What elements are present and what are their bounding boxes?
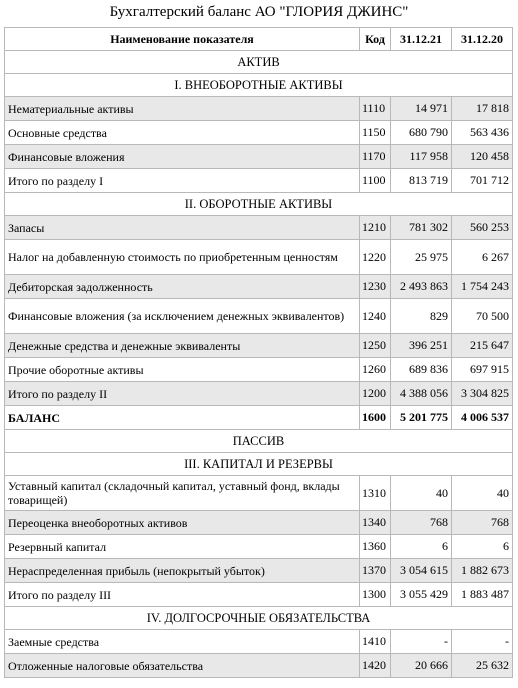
table-row (5, 121, 513, 145)
row-value-2020: 25 632 (452, 654, 513, 678)
row-value-2020: 1 882 673 (452, 559, 513, 583)
table-row (5, 240, 513, 275)
row-value-2021: 3 055 429 (391, 583, 452, 607)
row-code: 1200 (360, 382, 391, 406)
table-row (5, 382, 513, 406)
row-value-2020: 1 754 243 (452, 275, 513, 299)
row-name: Запасы (5, 216, 360, 240)
table-row (5, 334, 513, 358)
row-value-2020: 6 (452, 535, 513, 559)
row-name: Итого по разделу I (5, 169, 360, 193)
row-code: 1100 (360, 169, 391, 193)
row-code: 1360 (360, 535, 391, 559)
row-code: 1210 (360, 216, 391, 240)
row-name: Нераспределенная прибыль (непокрытый убыток) (5, 559, 360, 583)
row-value-2020: 70 500 (452, 299, 513, 334)
row-value-2020: 768 (452, 511, 513, 535)
row-name: Дебиторская задолженность (5, 275, 360, 299)
row-code: 1260 (360, 358, 391, 382)
table-row-total (5, 406, 513, 430)
table-row (5, 358, 513, 382)
row-value-2021: 768 (391, 511, 452, 535)
row-value-2020: 1 883 487 (452, 583, 513, 607)
row-value-2021: 3 054 615 (391, 559, 452, 583)
row-name: Итого по разделу III (5, 583, 360, 607)
row-name: Итого по разделу II (5, 382, 360, 406)
row-value-2020: 3 304 825 (452, 382, 513, 406)
row-code: 1110 (360, 97, 391, 121)
row-value-2021: 829 (391, 299, 452, 334)
row-value-2021: 40 (391, 476, 452, 511)
row-name: Финансовые вложения (5, 145, 360, 169)
row-name: Нематериальные активы (5, 97, 360, 121)
row-value-2021: 117 958 (391, 145, 452, 169)
row-name: Основные средства (5, 121, 360, 145)
row-value-2021: 25 975 (391, 240, 452, 275)
row-name: БАЛАНС (5, 406, 360, 430)
row-value-2020: 4 006 537 (452, 406, 513, 430)
header-date-2020: 31.12.20 (452, 28, 513, 51)
table-row (5, 583, 513, 607)
row-value-2020: 17 818 (452, 97, 513, 121)
row-value-2020: - (452, 630, 513, 654)
row-value-2021: 689 836 (391, 358, 452, 382)
row-name: Уставный капитал (складочный капитал, уставный фонд, вклады товарищей) (5, 476, 360, 511)
row-value-2021: 5 201 775 (391, 406, 452, 430)
row-code: 1220 (360, 240, 391, 275)
row-value-2020: 40 (452, 476, 513, 511)
section-current-assets: II. ОБОРОТНЫЕ АКТИВЫ (5, 193, 513, 216)
section-longterm-liabilities: IV. ДОЛГОСРОЧНЫЕ ОБЯЗАТЕЛЬСТВА (5, 607, 513, 630)
row-value-2021: 20 666 (391, 654, 452, 678)
row-value-2021: 781 302 (391, 216, 452, 240)
row-code: 1250 (360, 334, 391, 358)
header-name: Наименование показателя (5, 28, 360, 51)
row-value-2020: 120 458 (452, 145, 513, 169)
row-name: Прочие оборотные активы (5, 358, 360, 382)
row-code: 1240 (360, 299, 391, 334)
table-row (5, 216, 513, 240)
row-value-2021: 813 719 (391, 169, 452, 193)
section-noncurrent-assets: I. ВНЕОБОРОТНЫЕ АКТИВЫ (5, 74, 513, 97)
row-name: Заемные средства (5, 630, 360, 654)
row-name: Денежные средства и денежные эквиваленты (5, 334, 360, 358)
row-code: 1340 (360, 511, 391, 535)
table-row (5, 654, 513, 678)
balance-sheet-table (4, 27, 513, 678)
row-name: Переоценка внеоборотных активов (5, 511, 360, 535)
table-row (5, 97, 513, 121)
table-row (5, 511, 513, 535)
row-name: Отложенные налоговые обязательства (5, 654, 360, 678)
row-value-2021: 4 388 056 (391, 382, 452, 406)
row-name: Резервный капитал (5, 535, 360, 559)
row-code: 1600 (360, 406, 391, 430)
row-value-2020: 563 436 (452, 121, 513, 145)
table-row (5, 535, 513, 559)
row-code: 1410 (360, 630, 391, 654)
table-row (5, 299, 513, 334)
section-liability: ПАССИВ (5, 430, 513, 453)
row-value-2021: - (391, 630, 452, 654)
header-code: Код (360, 28, 391, 51)
table-row (5, 145, 513, 169)
row-code: 1170 (360, 145, 391, 169)
row-value-2021: 680 790 (391, 121, 452, 145)
table-row (5, 630, 513, 654)
row-name: Финансовые вложения (за исключением денежных эквивалентов) (5, 299, 360, 334)
row-value-2020: 697 915 (452, 358, 513, 382)
table-row (5, 559, 513, 583)
section-asset: АКТИВ (5, 51, 513, 74)
table-row (5, 476, 513, 511)
table-row (5, 275, 513, 299)
row-code: 1150 (360, 121, 391, 145)
row-value-2021: 6 (391, 535, 452, 559)
section-capital: III. КАПИТАЛ И РЕЗЕРВЫ (5, 453, 513, 476)
row-code: 1370 (360, 559, 391, 583)
row-value-2021: 396 251 (391, 334, 452, 358)
row-value-2021: 14 971 (391, 97, 452, 121)
row-code: 1420 (360, 654, 391, 678)
header-date-2021: 31.12.21 (391, 28, 452, 51)
header-row (5, 28, 513, 51)
row-value-2020: 6 267 (452, 240, 513, 275)
report-title: Бухгалтерский баланс АО "ГЛОРИЯ ДЖИНС" (109, 4, 409, 20)
row-value-2021: 2 493 863 (391, 275, 452, 299)
row-value-2020: 701 712 (452, 169, 513, 193)
row-value-2020: 215 647 (452, 334, 513, 358)
row-code: 1310 (360, 476, 391, 511)
row-code: 1230 (360, 275, 391, 299)
row-code: 1300 (360, 583, 391, 607)
table-row (5, 169, 513, 193)
row-value-2020: 560 253 (452, 216, 513, 240)
row-name: Налог на добавленную стоимость по приобретенным ценностям (5, 240, 360, 275)
